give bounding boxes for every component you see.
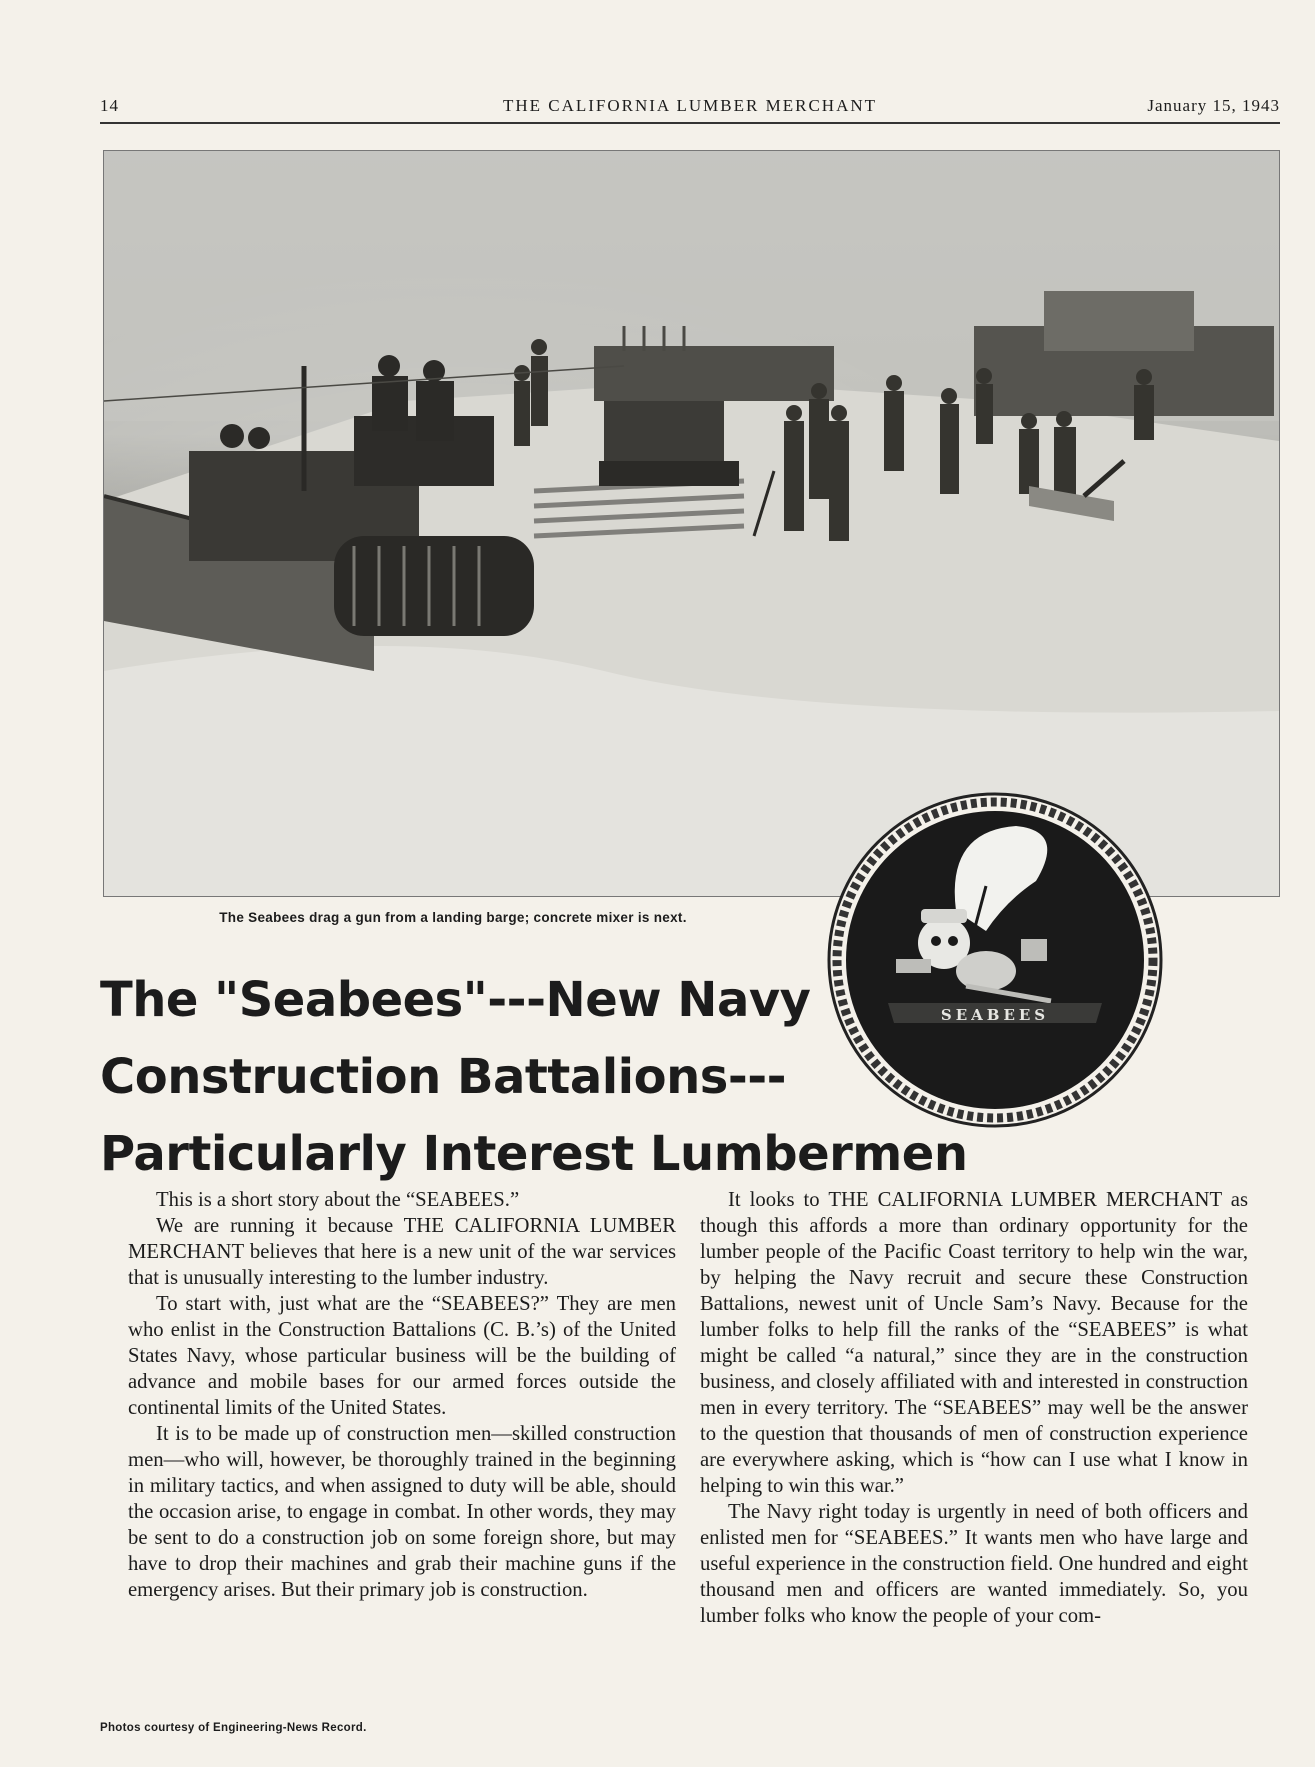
headline-line-1: The "Seabees"---New Navy [100, 972, 811, 1028]
paragraph: We are running it because THE CALIFORNIA LUMBER MERCHANT believes that here is a new unit of the war services that is unusually interesting to the lumber industry. [128, 1215, 676, 1289]
paragraph: It looks to THE CALIFORNIA LUMBER MERCHANT as though this affords a more than ordinary opportunity for the lumber people of the Pacific Coast territory to help win the war, by helping the Navy recruit and secure these Construction Battalions, newest unit of Uncle Sam’s Navy. Because for the lumber folks to help fill the ranks of the “SEABEES” is what might be called “a natural,” since they are in the construction business, and closely affiliated with and interested in construction men in every territory. The “SEABEES” may well be the answer to the question that thousands of men of construction experience are everywhere asking, which is “how can I use what I know in helping to win this war.” [700, 1189, 1248, 1497]
paragraph: This is a short story about the “SEABEES.” [156, 1189, 520, 1211]
page-number: 14 [100, 96, 119, 115]
publication-name: THE CALIFORNIA LUMBER MERCHANT [502, 96, 878, 115]
emblem-graphic [826, 791, 1164, 1129]
photo-credit: Photos courtesy of Engineering-News Record. [100, 1722, 367, 1734]
paragraph: The Navy right today is urgently in need of both officers and enlisted men for “SEABEES.” It wants men who have large and useful experience in the construction field. One hundred and eight thousand men and officers are wanted immediately. So, you lumber folks who know the people of your com- [700, 1501, 1248, 1627]
seabees-photo [103, 150, 1280, 897]
paragraph: It is to be made up of construction men—skilled construction men—who will, however, be thoroughly trained in the beginning in military tactics, and when assigned to duty will be able, should the occasion arise, to engage in combat. In other words, they may be sent to do a construction job on some foreign shore, but may have to drop their machines and grab their machine guns if the emergency arises. But their primary job is construction. [128, 1423, 676, 1601]
issue-date: January 15, 1943 [1147, 96, 1280, 115]
article-headline [100, 962, 968, 1193]
headline-line-3: Particularly Interest Lumbermen [100, 1126, 968, 1182]
seabees-emblem [826, 791, 1164, 1129]
article-column-left [128, 1187, 676, 1603]
paragraph: To start with, just what are the “SEABEES?” They are men who enlist in the Construction Battalions (C. B.’s) of the United States Navy, whose particular business will be the building of advance and mobile bases for our armed forces outside the continental limits of the United States. [128, 1293, 676, 1419]
photo-caption: The Seabees drag a gun from a landing barge; concrete mixer is next. [219, 910, 687, 925]
running-header [100, 96, 1280, 124]
article-column-right [700, 1187, 1248, 1629]
emblem-label: SEABEES [940, 1006, 1050, 1024]
photo-illustration [104, 151, 1279, 896]
headline-line-2: Construction Battalions--- [100, 1049, 787, 1105]
